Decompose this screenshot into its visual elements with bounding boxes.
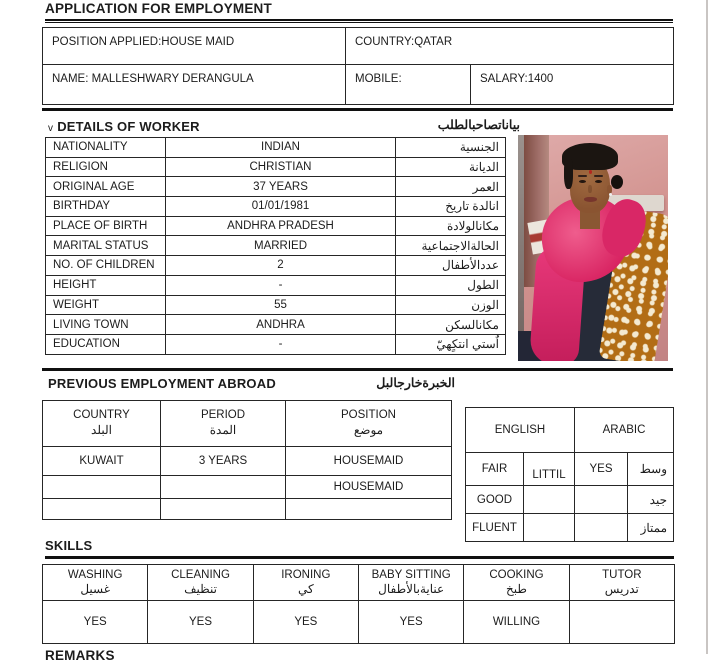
detail-label-arabic: الديانة bbox=[396, 157, 506, 177]
detail-value: INDIAN bbox=[166, 138, 396, 158]
employment-country-value bbox=[43, 499, 161, 520]
detail-value: - bbox=[166, 334, 396, 354]
table-row bbox=[46, 236, 506, 256]
detail-value: ANDHRA bbox=[166, 315, 396, 335]
table-header-row bbox=[43, 401, 452, 447]
skill-ironing-ar: كي bbox=[297, 582, 314, 597]
table-row bbox=[46, 197, 506, 217]
detail-value: 55 bbox=[166, 295, 396, 315]
page-title: APPLICATION FOR EMPLOYMENT bbox=[45, 1, 272, 16]
employment-col-country-ar: البلد bbox=[91, 423, 112, 438]
detail-label-arabic: مكانالسكن bbox=[396, 315, 506, 335]
table-row bbox=[46, 295, 506, 315]
photo-hair-bun bbox=[611, 175, 623, 189]
skills-table bbox=[42, 564, 675, 644]
skill-col-cooking bbox=[464, 565, 569, 601]
skill-cooking-en: COOKING bbox=[489, 568, 544, 581]
skills-underline bbox=[45, 556, 674, 559]
summary-table-heavy-rule bbox=[42, 108, 673, 111]
table-row bbox=[466, 453, 674, 486]
skill-col-babysitting bbox=[358, 565, 463, 601]
employment-position-value bbox=[286, 499, 452, 520]
language-level-label: FAIR bbox=[466, 453, 524, 486]
detail-value: - bbox=[166, 275, 396, 295]
skill-washing-value: YES bbox=[43, 601, 148, 644]
detail-label: EDUCATION bbox=[46, 334, 166, 354]
photo-lips bbox=[584, 197, 597, 202]
table-row bbox=[46, 216, 506, 236]
table-row bbox=[46, 275, 506, 295]
skill-tutor-en: TUTOR bbox=[602, 568, 642, 581]
employment-position-value: HOUSEMAID bbox=[286, 447, 452, 476]
employment-period-value bbox=[161, 499, 286, 520]
mobile-cell: MOBILE: bbox=[346, 65, 471, 105]
photo-right-eyebrow bbox=[594, 175, 603, 177]
detail-label: HEIGHT bbox=[46, 275, 166, 295]
skill-col-ironing bbox=[253, 565, 358, 601]
arabic-level-value bbox=[575, 514, 628, 542]
employment-col-period-en: PERIOD bbox=[200, 409, 246, 422]
table-row bbox=[43, 447, 452, 476]
detail-label-arabic: الجنسية bbox=[396, 138, 506, 158]
table-row bbox=[466, 486, 674, 514]
detail-value: 01/01/1981 bbox=[166, 197, 396, 217]
language-level-label: GOOD bbox=[466, 486, 524, 514]
language-level-label: FLUENT bbox=[466, 514, 524, 542]
language-proficiency-table bbox=[465, 407, 674, 542]
skill-cooking-value: WILLING bbox=[464, 601, 569, 644]
details-heading-arabic: بياناتصاحبالطلب bbox=[437, 118, 520, 132]
detail-label: NO. OF CHILDREN bbox=[46, 256, 166, 276]
detail-value: 2 bbox=[166, 256, 396, 276]
employment-position-value: HOUSEMAID bbox=[286, 476, 452, 499]
table-row bbox=[466, 514, 674, 542]
detail-label: RELIGION bbox=[46, 157, 166, 177]
employment-col-country bbox=[43, 401, 161, 447]
applicant-photo bbox=[518, 135, 668, 361]
photo-hair-side bbox=[564, 157, 573, 189]
employment-period-value bbox=[161, 476, 286, 499]
detail-label-arabic: العمر bbox=[396, 177, 506, 197]
arabic-level-value bbox=[575, 486, 628, 514]
skill-ironing-en: IRONING bbox=[281, 568, 331, 581]
photo-bindi bbox=[589, 170, 592, 174]
skill-cleaning-en: CLEANING bbox=[171, 568, 230, 581]
employment-col-position-en: POSITION bbox=[341, 409, 396, 422]
detail-label-arabic: الطول bbox=[396, 275, 506, 295]
skill-ironing-value: YES bbox=[253, 601, 358, 644]
arabic-level-value: YES bbox=[575, 453, 628, 486]
detail-value: 37 YEARS bbox=[166, 177, 396, 197]
detail-value: CHRISTIAN bbox=[166, 157, 396, 177]
applicant-summary-table bbox=[42, 27, 674, 105]
detail-label-arabic: انالدة تاريخ bbox=[396, 197, 506, 217]
title-underline bbox=[45, 19, 673, 23]
position-applied-cell: POSITION APPLIED:HOUSE MAID bbox=[43, 28, 346, 65]
employment-col-position-ar: موضع bbox=[353, 423, 384, 438]
photo-earring bbox=[609, 193, 612, 196]
english-column-header: ENGLISH bbox=[466, 408, 575, 453]
photo-nose bbox=[588, 185, 592, 193]
salary-cell: SALARY:1400 bbox=[471, 65, 674, 105]
table-row bbox=[46, 256, 506, 276]
table-row bbox=[43, 476, 452, 499]
country-cell: COUNTRY:QATAR bbox=[346, 28, 674, 65]
english-level-value bbox=[524, 514, 575, 542]
table-row bbox=[46, 334, 506, 354]
employment-col-position bbox=[286, 401, 452, 447]
name-cell: NAME: MALLESHWARY DERANGULA bbox=[43, 65, 346, 105]
employment-period-value: 3 YEARS bbox=[161, 447, 286, 476]
table-header-row bbox=[466, 408, 674, 453]
skill-cooking-ar: طبخ bbox=[506, 582, 527, 597]
remarks-heading: REMARKS bbox=[45, 648, 115, 663]
photo-left-eyebrow bbox=[578, 175, 587, 177]
photo-right-eye bbox=[595, 180, 602, 183]
section-divider-rule bbox=[42, 368, 673, 371]
skill-babysitting-en: BABY SITTING bbox=[371, 568, 451, 581]
collapse-marker: v bbox=[48, 123, 54, 134]
detail-label-arabic: مكانالولادة bbox=[396, 216, 506, 236]
skill-col-cleaning bbox=[148, 565, 253, 601]
skill-col-tutor bbox=[569, 565, 674, 601]
skill-washing-ar: غسيل bbox=[80, 582, 111, 597]
table-header-row bbox=[43, 565, 675, 601]
worker-details-table bbox=[45, 137, 506, 355]
scan-edge-line bbox=[706, 0, 708, 654]
language-level-arabic: جيد bbox=[628, 486, 674, 514]
employment-country-value: KUWAIT bbox=[43, 447, 161, 476]
detail-label-arabic: الوزن bbox=[396, 295, 506, 315]
employment-heading: PREVIOUS EMPLOYMENT ABROAD bbox=[48, 376, 276, 391]
detail-label: ORIGINAL AGE bbox=[46, 177, 166, 197]
detail-label: LIVING TOWN bbox=[46, 315, 166, 335]
detail-label-arabic: الحالةالاجتماعية bbox=[396, 236, 506, 256]
skill-cleaning-ar: تنظيف bbox=[184, 582, 217, 597]
table-row bbox=[46, 315, 506, 335]
details-heading-en: DETAILS OF WORKER bbox=[57, 119, 200, 134]
detail-label: WEIGHT bbox=[46, 295, 166, 315]
employment-col-period-ar: المدة bbox=[209, 423, 237, 438]
employment-heading-arabic: الخبرةخارجالبل bbox=[376, 376, 455, 390]
skill-babysitting-ar: عنايةبالأطفال bbox=[378, 582, 445, 597]
english-level-value bbox=[524, 486, 575, 514]
table-row bbox=[43, 601, 675, 644]
employment-country-value bbox=[43, 476, 161, 499]
skills-heading: SKILLS bbox=[45, 538, 93, 553]
skill-washing-en: WASHING bbox=[67, 568, 123, 581]
detail-label: NATIONALITY bbox=[46, 138, 166, 158]
language-level-arabic: وسط bbox=[628, 453, 674, 486]
detail-label: MARITAL STATUS bbox=[46, 236, 166, 256]
language-level-arabic: ممتاز bbox=[628, 514, 674, 542]
detail-value: ANDHRA PRADESH bbox=[166, 216, 396, 236]
skill-col-washing bbox=[43, 565, 148, 601]
photo-left-eye bbox=[579, 180, 586, 183]
table-row bbox=[46, 177, 506, 197]
detail-label: PLACE OF BIRTH bbox=[46, 216, 166, 236]
detail-label-arabic: اٌستي انتكٍهيّ bbox=[396, 334, 506, 354]
detail-label: BIRTHDAY bbox=[46, 197, 166, 217]
table-row bbox=[46, 157, 506, 177]
employment-col-period bbox=[161, 401, 286, 447]
skill-babysitting-value: YES bbox=[358, 601, 463, 644]
previous-employment-table bbox=[42, 400, 452, 520]
skill-cleaning-value: YES bbox=[148, 601, 253, 644]
english-level-value: LITTIL bbox=[524, 453, 575, 486]
employment-col-country-en: COUNTRY bbox=[73, 409, 130, 422]
arabic-column-header: ARABIC bbox=[575, 408, 674, 453]
table-row bbox=[43, 499, 452, 520]
skill-tutor-value bbox=[569, 601, 674, 644]
skill-tutor-ar: تدريس bbox=[604, 582, 639, 597]
table-row bbox=[46, 138, 506, 158]
detail-value: MARRIED bbox=[166, 236, 396, 256]
detail-label-arabic: عددالأطفال bbox=[396, 256, 506, 276]
